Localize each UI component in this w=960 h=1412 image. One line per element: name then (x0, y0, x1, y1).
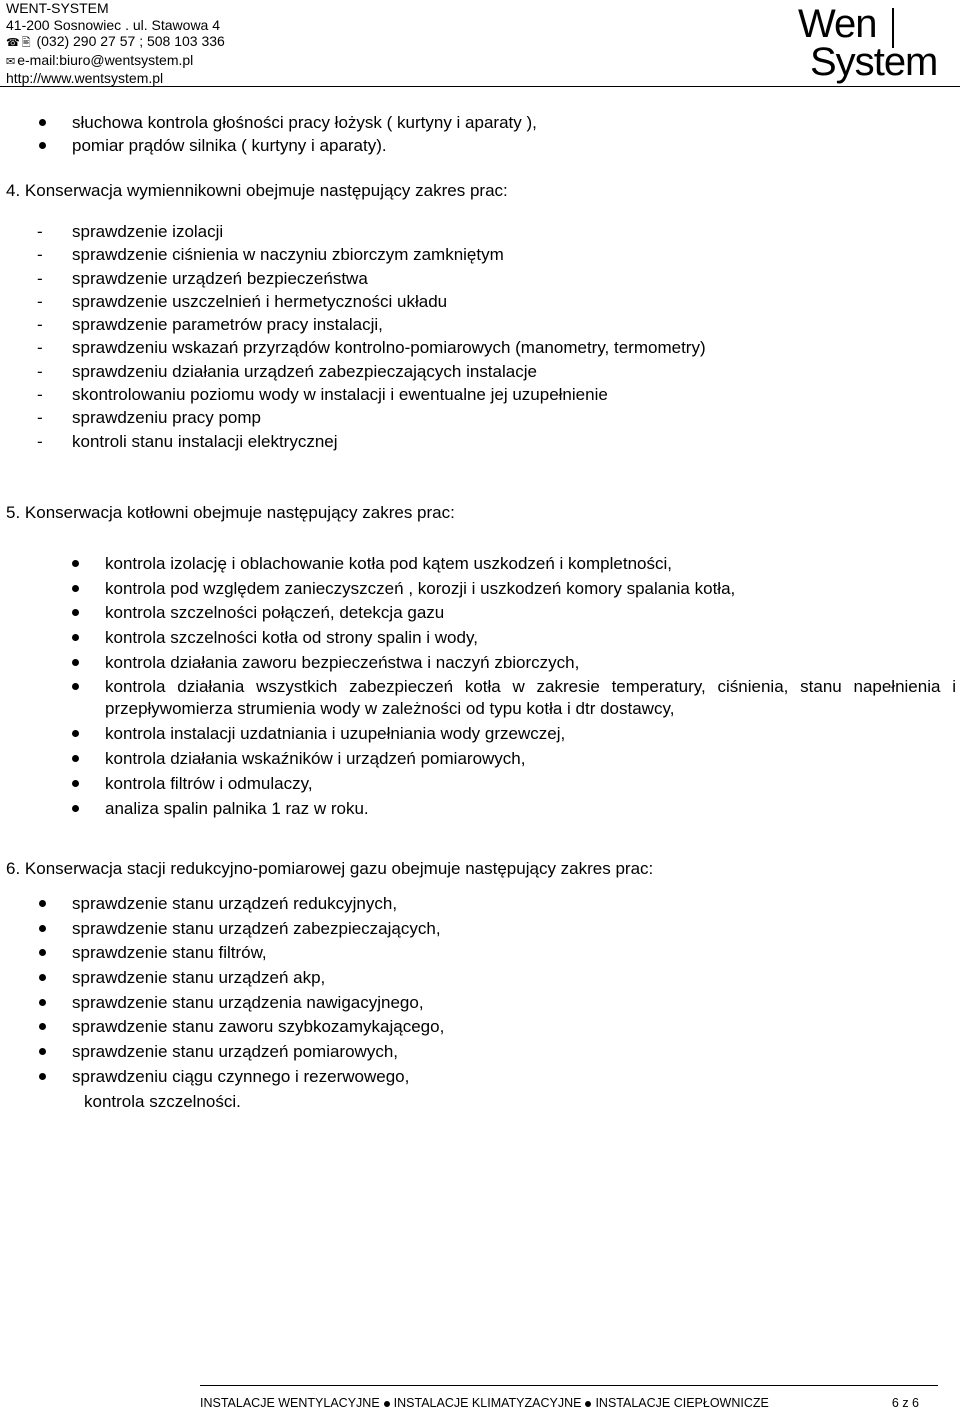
list-item: sprawdzeniu ciągu czynnego i rezerwowego, (0, 1065, 960, 1090)
phone-icon: ☎ (6, 36, 20, 49)
list-item: kontrola pod względem zanieczyszczeń , korozji i uszkodzeń komory spalania kotła, (0, 577, 960, 602)
list-item: kontrola szczelności połączeń, detekcja gazu (0, 601, 960, 626)
header-divider (0, 86, 960, 87)
section-6-list (0, 892, 960, 1114)
envelope-icon: ✉ (6, 54, 16, 68)
list-item: słuchowa kontrola głośności pracy łożysk ( kurtyny i aparaty ), (0, 111, 960, 134)
list-item-multiline: kontrola działania wszystkich zabezpieczeń kotła w zakresie temperatury, ciśnienia, stanu napełnienia i przepływomierza strumienia wody w zależności od typu kotła i dtr dostawcy, (0, 675, 960, 722)
list-item: kontrola instalacji uzdatniania i uzupełniania wody grzewczej, (0, 722, 960, 747)
footer-dot (585, 1401, 591, 1407)
list-item: sprawdzenie stanu urządzeń zabezpieczających, (0, 917, 960, 942)
bullet (39, 142, 46, 149)
logo-line-2: System (810, 40, 938, 84)
phone-line (6, 33, 225, 52)
page-number: 6 z 6 (891, 1396, 919, 1410)
list-item: kontrola działania wskaźników i urządzeń pomiarowych, (0, 747, 960, 772)
list-item: - sprawdzeniu pracy pomp (37, 408, 261, 428)
list-item: sprawdzenie stanu zaworu szybkozamykającego, (0, 1015, 960, 1040)
list-item: - sprawdzeniu wskazań przyrządów kontrolno-pomiarowych (manometry, termometry) (37, 338, 706, 358)
footer-item-ventilation: INSTALACJE WENTYLACYJNE (200, 1396, 380, 1410)
company-name: WENT-SYSTEM (6, 0, 109, 16)
fax-icon: 🖹 (21, 36, 31, 49)
list-item: - sprawdzenie ciśnienia w naczyniu zbiorczym zamkniętym (37, 245, 504, 265)
list-item: sprawdzenie stanu filtrów, (0, 941, 960, 966)
logo-line-1: Wen (798, 2, 877, 46)
list-item: kontrola działania zaworu bezpieczeństwa i naczyń zbiorczych, (0, 651, 960, 676)
list-item: - sprawdzenie izolacji (37, 222, 224, 241)
section-5-list (0, 552, 960, 821)
list-item: - skontrolowaniu poziomu wody w instalacji i ewentualne jej uzupełnienie (37, 385, 608, 405)
list-item: analiza spalin palnika 1 raz w roku. (0, 797, 960, 822)
footer-dot (384, 1401, 390, 1407)
company-address: 41-200 Sosnowiec . ul. Stawowa 4 (6, 16, 221, 33)
email-line (6, 52, 225, 71)
section-6-heading: 6. Konserwacja stacji redukcyjno-pomiarowej gazu obejmuje następujący zakres prac: (6, 859, 654, 878)
section-4-list (0, 220, 960, 453)
list-item: kontrola izolację i oblachowanie kotła pod kątem uszkodzeń i kompletności, (0, 552, 960, 577)
phone-number: (032) 290 27 57 ; 508 103 336 (36, 33, 225, 49)
footer-services (200, 1396, 920, 1410)
list-item: - sprawdzeniu działania urządzeń zabezpieczających instalacje (37, 361, 537, 381)
list-item: - kontroli stanu instalacji elektrycznej (37, 431, 338, 451)
footer-item-heating: INSTALACJE CIEPŁOWNICZE (595, 1396, 769, 1410)
list-item: pomiar prądów silnika ( kurtyny i aparaty). (0, 134, 960, 157)
website-link[interactable]: http://www.wentsystem.pl (6, 70, 164, 86)
footer-divider (200, 1385, 938, 1386)
list-item: sprawdzenie stanu urządzeń pomiarowych, (0, 1040, 960, 1065)
list-item: sprawdzenie stanu urządzeń akp, (0, 966, 960, 991)
list-item: - sprawdzenie parametrów pracy instalacji, (37, 315, 383, 335)
email-address[interactable]: e-mail:biuro@wentsystem.pl (17, 51, 194, 68)
list-item: kontrola filtrów i odmulaczy, (0, 772, 960, 797)
intro-list (0, 111, 960, 158)
list-item: - sprawdzenie urządzeń bezpieczeństwa (37, 268, 368, 288)
list-item: sprawdzenie stanu urządzeń redukcyjnych, (0, 892, 960, 917)
list-item: kontrola szczelności kotła od strony spalin i wody, (0, 626, 960, 651)
company-header (6, 0, 225, 87)
section-4-heading: 4. Konserwacja wymiennikowni obejmuje następujący zakres prac: (6, 181, 508, 200)
list-item: - sprawdzenie uszczelnień i hermetyczności układu (37, 291, 448, 311)
list-item: sprawdzenie stanu urządzenia nawigacyjnego, (0, 991, 960, 1016)
bullet (39, 119, 46, 126)
wentsystem-logo (794, 2, 954, 84)
footer-item-air-conditioning: INSTALACJE KLIMATYZACYJNE (393, 1396, 582, 1410)
list-item-trailing: kontrola szczelności. (84, 1091, 241, 1111)
section-5-heading: 5. Konserwacja kotłowni obejmuje następujący zakres prac: (6, 503, 455, 522)
